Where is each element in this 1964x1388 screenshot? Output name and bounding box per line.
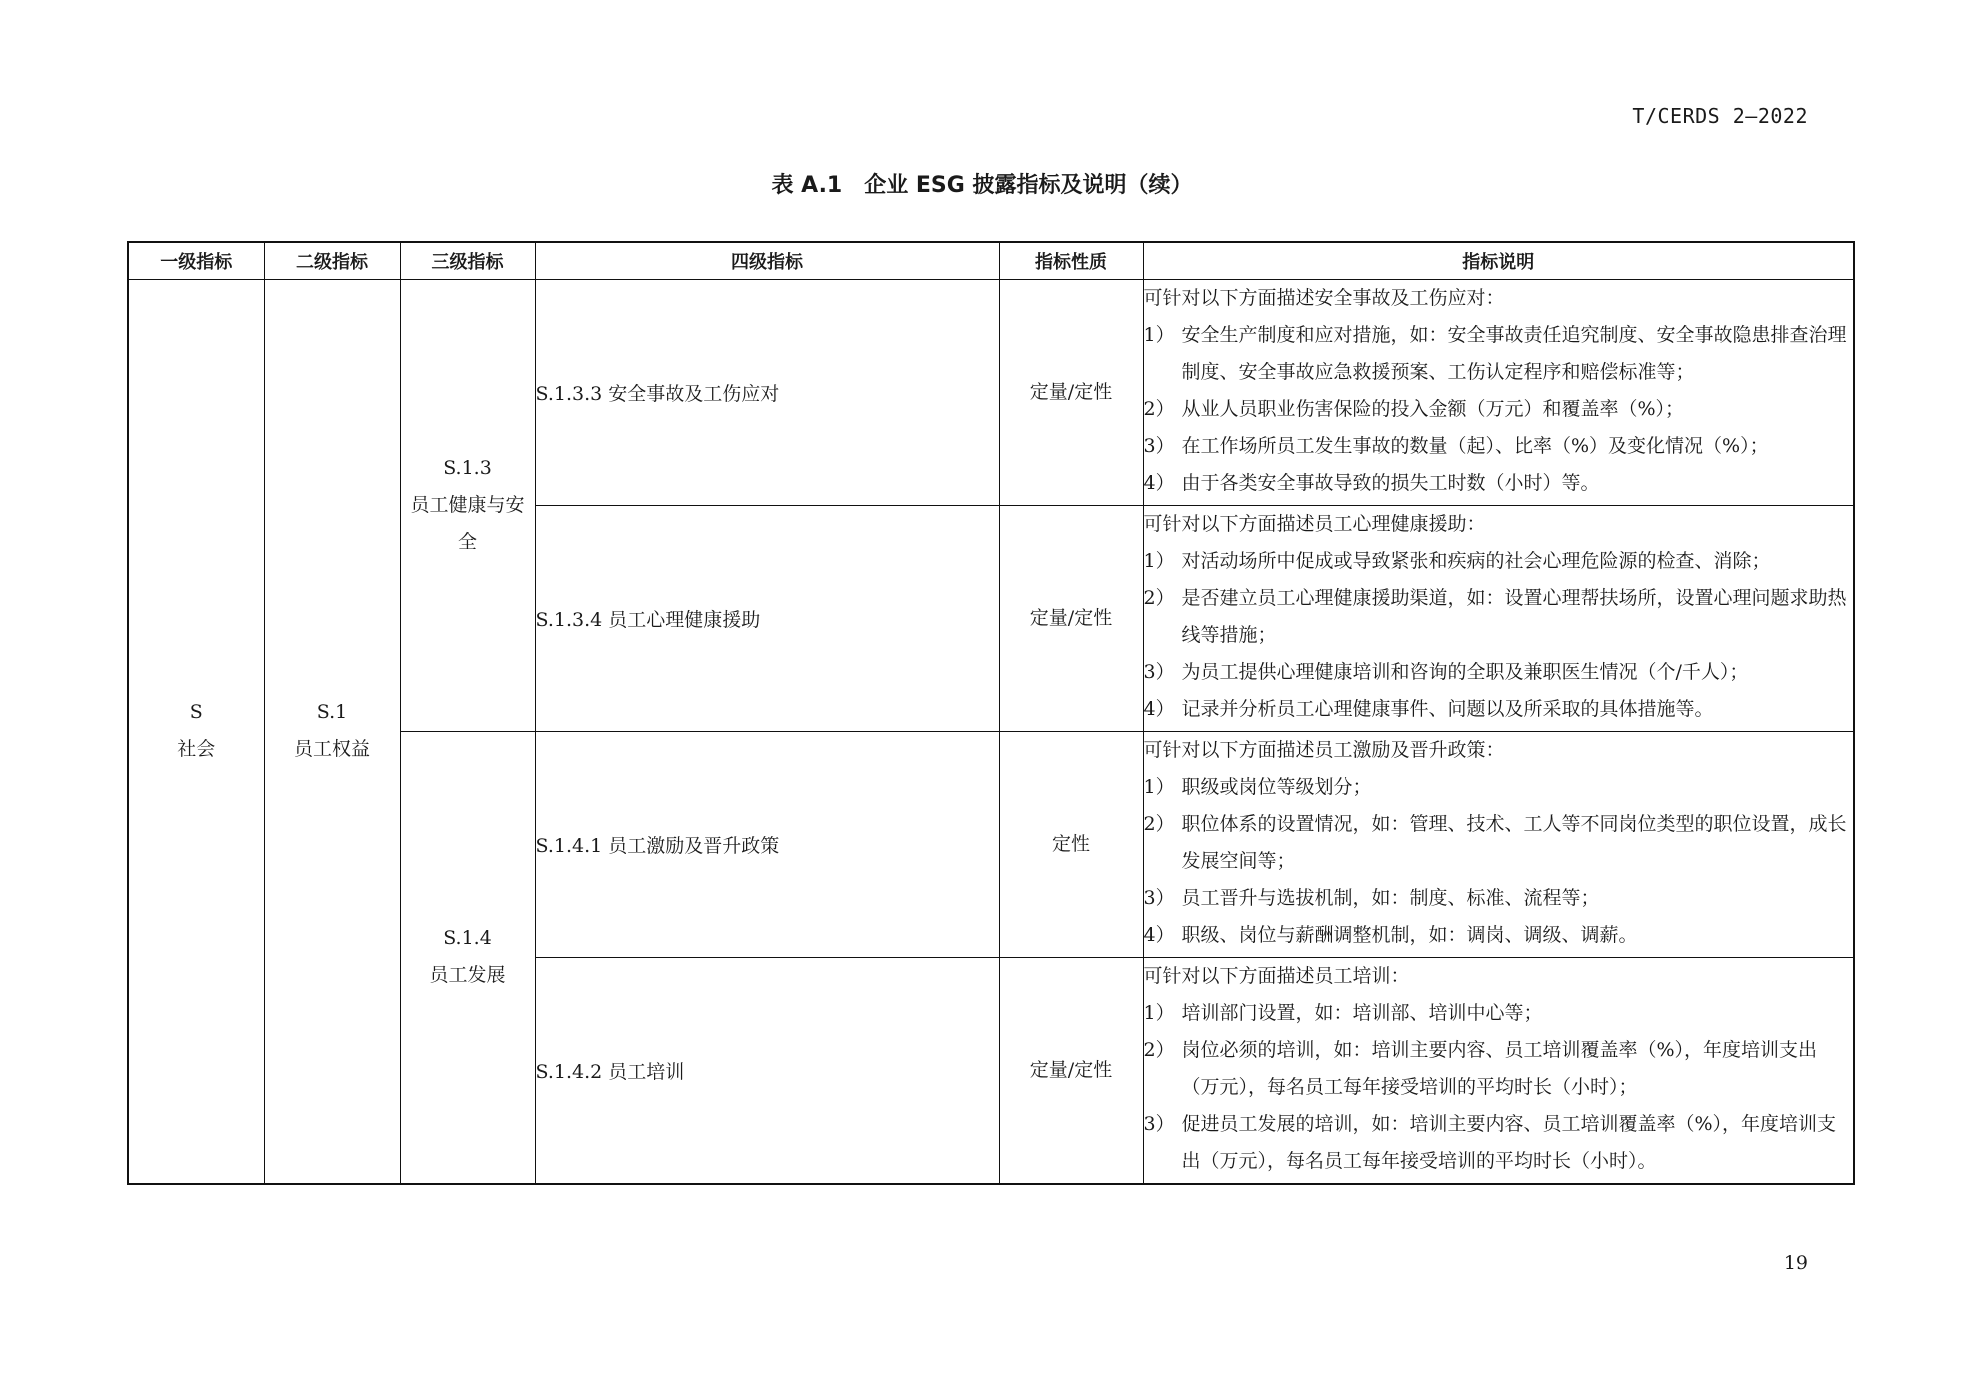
- item-number: 1）: [1143, 550, 1175, 572]
- description-intro: 可针对以下方面描述员工培训：: [1143, 965, 1410, 987]
- description-item: [1144, 317, 1854, 391]
- item-text: 安全生产制度和应对措施，如：安全事故责任追究制度、安全事故隐患排查治理制度、安全事故应急救援预案、工伤认定程序和赔偿标准等；: [1181, 324, 1847, 383]
- item-number: 3）: [1143, 661, 1175, 683]
- description-item: [1144, 428, 1854, 465]
- esg-indicator-table: [127, 241, 1855, 1185]
- item-number: 2）: [1143, 587, 1175, 609]
- indicator-description: [1143, 506, 1854, 732]
- description-item: [1144, 1032, 1854, 1106]
- item-number: 4）: [1143, 698, 1175, 720]
- level1-cell: [128, 280, 264, 1184]
- indicator-description: [1143, 280, 1854, 506]
- item-text: 在工作场所员工发生事故的数量（起）、比率（%）及变化情况（%）；: [1181, 435, 1769, 457]
- indicator-nature: 定性: [999, 732, 1143, 958]
- level3-name: 员工发展: [429, 964, 506, 987]
- document-code: T/CERDS 2—2022: [1632, 104, 1808, 128]
- item-text: 是否建立员工心理健康援助渠道，如：设置心理帮扶场所，设置心理问题求助热线等措施；: [1181, 587, 1847, 646]
- level2-cell: [264, 280, 400, 1184]
- item-number: 2）: [1143, 813, 1175, 835]
- table-row: [128, 280, 1854, 506]
- description-item: [1144, 880, 1854, 917]
- description-item: [1144, 691, 1854, 728]
- item-number: 1）: [1143, 776, 1175, 798]
- level2-name: 员工权益: [293, 738, 370, 761]
- header-level3: 三级指标: [400, 242, 535, 280]
- header-level2: 二级指标: [264, 242, 400, 280]
- item-text: 从业人员职业伤害保险的投入金额（万元）和覆盖率（%）；: [1181, 398, 1685, 420]
- description-item: [1144, 995, 1854, 1032]
- level3-name: 员工健康与安全: [410, 494, 525, 553]
- level4-indicator: S.1.4.2 员工培训: [535, 958, 999, 1184]
- level3-cell: [400, 280, 535, 732]
- item-text: 记录并分析员工心理健康事件、问题以及所采取的具体措施等。: [1181, 698, 1714, 720]
- indicator-nature: 定量/定性: [999, 280, 1143, 506]
- description-item: [1144, 917, 1854, 954]
- description-item: [1144, 465, 1854, 502]
- item-number: 2）: [1143, 398, 1175, 420]
- indicator-nature: 定量/定性: [999, 506, 1143, 732]
- description-item: [1144, 806, 1854, 880]
- description-intro: 可针对以下方面描述员工激励及晋升政策：: [1143, 739, 1505, 761]
- level1-code: S: [189, 701, 203, 724]
- table-title: 表 A.1 企业 ESG 披露指标及说明（续）: [771, 173, 1193, 198]
- description-item: [1144, 580, 1854, 654]
- item-number: 3）: [1143, 1113, 1175, 1135]
- item-text: 职级、岗位与薪酬调整机制，如：调岗、调级、调薪。: [1181, 924, 1638, 946]
- level1-name: 社会: [177, 738, 216, 761]
- item-number: 4）: [1143, 924, 1175, 946]
- item-number: 2）: [1143, 1039, 1175, 1061]
- header-level1: 一级指标: [128, 242, 264, 280]
- description-item: [1144, 769, 1854, 806]
- level4-indicator: S.1.4.1 员工激励及晋升政策: [535, 732, 999, 958]
- item-text: 对活动场所中促成或导致紧张和疾病的社会心理危险源的检查、消除；: [1181, 550, 1771, 572]
- level3-code: S.1.3: [443, 457, 492, 479]
- description-intro: 可针对以下方面描述安全事故及工伤应对：: [1143, 287, 1505, 309]
- description-item: [1144, 391, 1854, 428]
- item-text: 培训部门设置，如：培训部、培训中心等；: [1181, 1002, 1543, 1024]
- level3-code: S.1.4: [443, 927, 492, 950]
- level2-code: S.1: [316, 701, 348, 724]
- item-number: 3）: [1143, 435, 1175, 457]
- item-number: 1）: [1143, 1002, 1175, 1024]
- item-number: 1）: [1143, 324, 1175, 346]
- description-item: [1144, 543, 1854, 580]
- item-number: 3）: [1143, 887, 1175, 909]
- item-text: 由于各类安全事故导致的损失工时数（小时）等。: [1181, 472, 1600, 494]
- item-text: 职级或岗位等级划分；: [1181, 776, 1372, 798]
- description-item: [1144, 654, 1854, 691]
- item-text: 职位体系的设置情况，如：管理、技术、工人等不同岗位类型的职位设置，成长发展空间等；: [1181, 813, 1847, 872]
- level4-indicator: S.1.3.3 安全事故及工伤应对: [535, 280, 999, 506]
- description-intro: 可针对以下方面描述员工心理健康援助：: [1143, 513, 1486, 535]
- item-text: 为员工提供心理健康培训和咨询的全职及兼职医生情况（个/千人）；: [1181, 661, 1749, 683]
- item-text: 促进员工发展的培训，如：培训主要内容、员工培训覆盖率（%），年度培训支出（万元），每名员工每年接受培训的平均时长（小时）。: [1181, 1113, 1837, 1172]
- item-text: 岗位必须的培训，如：培训主要内容、员工培训覆盖率（%），年度培训支出（万元），每名员工每年接受培训的平均时长（小时）；: [1181, 1039, 1818, 1098]
- indicator-description: [1143, 958, 1854, 1184]
- item-text: 员工晋升与选拔机制，如：制度、标准、流程等；: [1181, 887, 1600, 909]
- level3-cell: [400, 732, 535, 1184]
- description-item: [1144, 1106, 1854, 1180]
- table-header-row: [128, 242, 1854, 280]
- header-nature: 指标性质: [999, 242, 1143, 280]
- item-number: 4）: [1143, 472, 1175, 494]
- header-description: 指标说明: [1143, 242, 1854, 280]
- page-number: 19: [1783, 1252, 1808, 1274]
- header-level4: 四级指标: [535, 242, 999, 280]
- indicator-description: [1143, 732, 1854, 958]
- level4-indicator: S.1.3.4 员工心理健康援助: [535, 506, 999, 732]
- indicator-nature: 定量/定性: [999, 958, 1143, 1184]
